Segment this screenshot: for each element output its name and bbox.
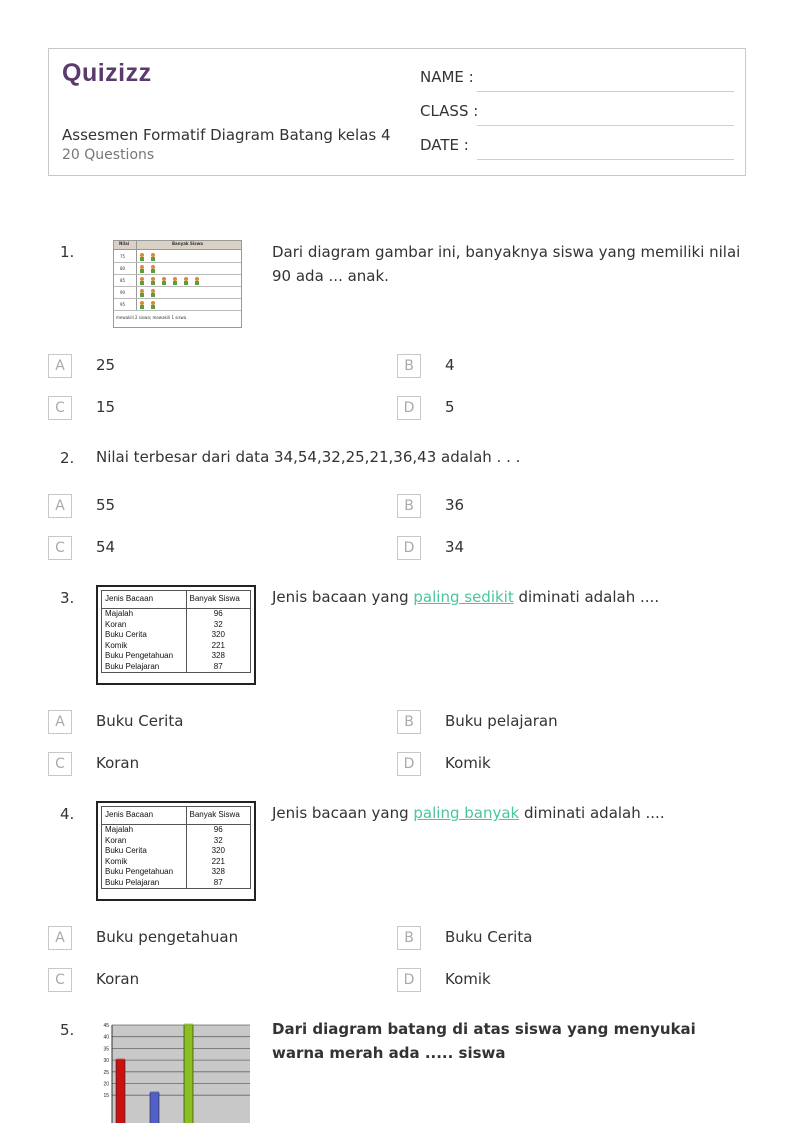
option-letter: A — [48, 354, 72, 378]
pictograph-row-label: 90 — [120, 290, 126, 295]
name-field[interactable] — [420, 66, 734, 92]
question-text — [272, 585, 748, 609]
option-letter: C — [48, 968, 72, 992]
option-text: Buku pengetahuan — [96, 928, 239, 946]
student-icon — [150, 265, 156, 273]
table-row — [102, 846, 251, 857]
table-cell: Koran — [102, 620, 187, 631]
option-letter: D — [397, 396, 421, 420]
pictograph-row — [114, 251, 241, 263]
date-field[interactable] — [420, 134, 734, 160]
question-text-before: Jenis bacaan yang — [272, 804, 414, 822]
pictograph-figure — [113, 240, 242, 328]
student-icon — [139, 253, 145, 261]
option-letter: B — [397, 354, 421, 378]
bar-chart-svg — [92, 1021, 254, 1123]
option-text: Buku Cerita — [445, 928, 533, 946]
table-cell: Buku Pelajaran — [102, 878, 187, 889]
pictograph-legend: mewakili 2 siswa; mewakili 1 siswa — [116, 315, 187, 320]
question-number: 1. — [60, 243, 75, 261]
pictograph-row — [114, 287, 241, 299]
y-tick-label: 25 — [103, 1069, 109, 1076]
y-tick-label: 30 — [103, 1058, 109, 1065]
table-row — [102, 867, 251, 878]
name-label: NAME : — [420, 68, 474, 86]
table-cell: 328 — [186, 651, 250, 662]
question-highlight: paling banyak — [413, 804, 520, 822]
table-cell: Buku Pelajaran — [102, 662, 187, 673]
student-icon — [183, 277, 189, 285]
question-count: 20 Questions — [62, 147, 155, 163]
pictograph-row — [114, 275, 241, 287]
table-cell: 221 — [186, 641, 250, 652]
pictograph-row — [114, 263, 241, 275]
pictograph-row-label: 75 — [120, 254, 126, 259]
class-label: CLASS : — [420, 102, 479, 120]
table-row — [102, 878, 251, 889]
option-text: Buku pelajaran — [445, 712, 558, 730]
question-text-after: diminati adalah .... — [519, 804, 665, 822]
option-letter: B — [397, 926, 421, 950]
table-cell: 328 — [186, 867, 250, 878]
table-row — [102, 620, 251, 631]
question-number: 3. — [60, 589, 75, 607]
pictograph-header — [114, 241, 241, 250]
table-cell: Majalah — [102, 825, 187, 836]
option-text: Komik — [445, 970, 491, 988]
option-letter: A — [48, 926, 72, 950]
question-text — [272, 801, 748, 825]
question-text-after: diminati adalah .... — [513, 588, 660, 606]
option-text: Koran — [96, 970, 140, 988]
option-letter: A — [48, 494, 72, 518]
y-tick-label: 15 — [103, 1093, 109, 1100]
table-row — [102, 641, 251, 652]
question-number: 2. — [60, 449, 75, 467]
option-text: 5 — [445, 398, 455, 416]
table-cell: 221 — [186, 857, 250, 868]
table-row — [102, 630, 251, 641]
question-text: Dari diagram gambar ini, banyaknya siswa yang memiliki nilai 90 ada ... anak. — [272, 243, 741, 285]
student-icon — [139, 301, 145, 309]
table-cell: Koran — [102, 836, 187, 847]
bar-top — [150, 1091, 159, 1093]
worksheet-header — [48, 48, 746, 176]
table-cell: Buku Cerita — [102, 846, 187, 857]
table-cell: Komik — [102, 641, 187, 652]
option-letter: C — [48, 752, 72, 776]
table-cell: Komik — [102, 857, 187, 868]
date-label: DATE : — [420, 136, 469, 154]
option-letter: B — [397, 494, 421, 518]
bar — [150, 1093, 159, 1123]
table-row — [102, 825, 251, 836]
student-icon — [161, 277, 167, 285]
option-text: 36 — [445, 496, 465, 514]
table-cell: 96 — [186, 825, 250, 836]
option-text: 34 — [445, 538, 465, 556]
question-text-before: Jenis bacaan yang — [272, 588, 414, 606]
table-cell: 320 — [186, 846, 250, 857]
student-icon — [194, 277, 200, 285]
option-text: Koran — [96, 754, 140, 772]
student-icon — [150, 301, 156, 309]
table-row — [102, 662, 251, 673]
option-letter: A — [48, 710, 72, 734]
table-cell: 32 — [186, 620, 250, 631]
student-icon — [139, 265, 145, 273]
y-tick-label: 40 — [103, 1034, 109, 1041]
student-icon — [172, 277, 178, 285]
table-cell: 87 — [186, 878, 250, 889]
reading-table — [96, 585, 256, 685]
table-row — [102, 857, 251, 868]
student-icon — [150, 277, 156, 285]
date-line[interactable] — [477, 159, 734, 160]
bar-top — [116, 1059, 125, 1061]
table-cell: Buku Pengetahuan — [102, 651, 187, 662]
option-letter: C — [48, 536, 72, 560]
table-cell: 320 — [186, 630, 250, 641]
table-cell: Buku Pengetahuan — [102, 867, 187, 878]
class-line[interactable] — [477, 125, 734, 126]
student-icon — [150, 289, 156, 297]
option-letter: C — [48, 396, 72, 420]
pictograph-row-label: 85 — [120, 278, 126, 283]
question-number: 5. — [60, 1021, 75, 1039]
y-tick-label: 20 — [103, 1081, 109, 1088]
table-header: Banyak Siswa — [186, 807, 250, 825]
table-row — [102, 651, 251, 662]
pictograph-col-header: Banyak Siswa — [172, 241, 203, 246]
option-text: 25 — [96, 356, 116, 374]
option-letter: D — [397, 968, 421, 992]
option-text: 54 — [96, 538, 116, 556]
bar-chart — [92, 1021, 254, 1123]
option-text: 55 — [96, 496, 116, 514]
student-icon — [150, 253, 156, 261]
pictograph-row — [114, 299, 241, 311]
option-text: Buku Cerita — [96, 712, 184, 730]
question-text: Nilai terbesar dari data 34,54,32,25,21,36,43 adalah . . . — [96, 448, 521, 466]
y-tick-label: 35 — [103, 1046, 109, 1053]
table-cell: 96 — [186, 609, 250, 620]
quizizz-logo: Quizizz — [62, 59, 152, 87]
question-highlight: paling sedikit — [413, 588, 514, 606]
table-cell: Majalah — [102, 609, 187, 620]
bar-top — [184, 1024, 193, 1026]
reading-table — [96, 801, 256, 901]
bar — [116, 1060, 125, 1123]
table-header: Jenis Bacaan — [102, 807, 187, 825]
table-row — [102, 609, 251, 620]
bar — [184, 1025, 193, 1123]
table-header: Jenis Bacaan — [102, 591, 187, 609]
pictograph-col-header: Nilai — [119, 241, 130, 246]
student-icon — [139, 289, 145, 297]
table-cell: 87 — [186, 662, 250, 673]
option-letter: B — [397, 710, 421, 734]
plot-area — [112, 1025, 250, 1123]
pictograph-row-label: 80 — [120, 266, 126, 271]
table-cell: 32 — [186, 836, 250, 847]
question-text: Dari diagram batang di atas siswa yang menyukai warna merah ada ..... siswa — [272, 1020, 696, 1062]
pictograph-row-label: 95 — [120, 302, 126, 307]
table-row — [102, 836, 251, 847]
option-letter: D — [397, 752, 421, 776]
option-text: 15 — [96, 398, 116, 416]
name-line[interactable] — [477, 91, 734, 92]
class-field[interactable] — [420, 100, 734, 126]
student-icon — [139, 277, 145, 285]
option-letter: D — [397, 536, 421, 560]
table-cell: Buku Cerita — [102, 630, 187, 641]
worksheet-title: Assesmen Formatif Diagram Batang kelas 4 — [62, 126, 391, 144]
option-text: Komik — [445, 754, 491, 772]
table-header: Banyak Siswa — [186, 591, 250, 609]
question-number: 4. — [60, 805, 75, 823]
option-text: 4 — [445, 356, 455, 374]
y-tick-label: 45 — [103, 1023, 109, 1029]
